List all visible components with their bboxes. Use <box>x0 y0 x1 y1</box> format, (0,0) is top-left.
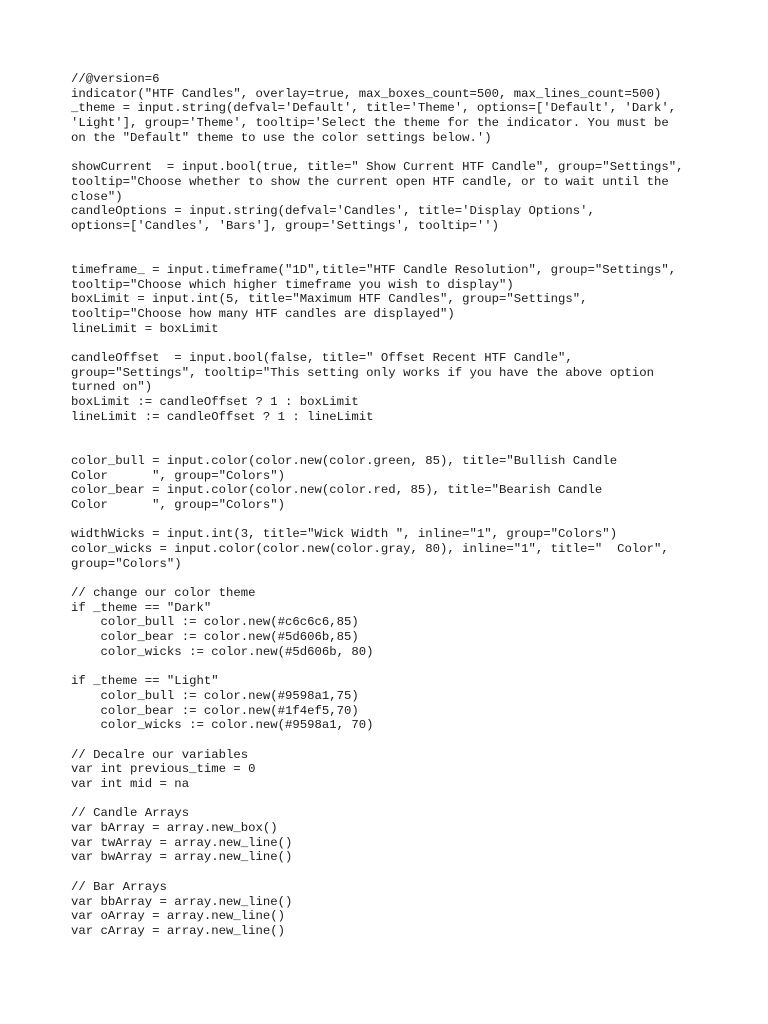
code-line: color_bear := color.new(#1f4ef5,70) <box>71 703 359 718</box>
code-line: options=['Candles', 'Bars'], group='Settings', tooltip='') <box>71 218 500 233</box>
code-line: // Candle Arrays <box>71 806 190 821</box>
code-line: candleOffset = input.bool(false, title=" Offset Recent HTF Candle", <box>71 351 573 366</box>
code-line: var oArray = array.new_line() <box>71 909 286 924</box>
code-line: var bArray = array.new_box() <box>71 821 278 836</box>
blank-line <box>71 425 731 440</box>
code-line: turned on") <box>71 380 153 395</box>
code-line: var bwArray = array.new_line() <box>71 850 293 865</box>
code-line: color_wicks = input.color(color.new(color.gray, 80), inline="1", title=" Color", <box>71 542 669 556</box>
code-line: var bbArray = array.new_line() <box>71 894 293 909</box>
code-listing <box>71 72 731 939</box>
blank-line <box>71 792 731 807</box>
code-line: // Decalre our variables <box>71 747 249 762</box>
code-line: Color ", group="Colors") <box>71 497 286 512</box>
code-line: timeframe_ = input.timeframe("1D",title="HTF Candle Resolution", group="Settings", <box>71 262 677 277</box>
code-line: if _theme == "Dark" <box>71 600 212 615</box>
code-line: on the "Default" theme to use the color settings below.') <box>71 130 492 145</box>
code-line: color_bear = input.color(color.new(color.red, 85), title="Bearish Candle <box>71 483 603 498</box>
code-line: group="Settings", tooltip="This setting only works if you have the above option <box>71 365 654 380</box>
code-line: // change our color theme <box>71 586 256 601</box>
blank-line <box>71 145 731 160</box>
code-line: candleOptions = input.string(defval='Candles', title='Display Options', <box>71 204 595 219</box>
blank-line <box>71 234 731 249</box>
blank-line <box>71 513 731 528</box>
code-line: group="Colors") <box>71 556 182 571</box>
code-line: var int mid = na <box>71 777 190 791</box>
code-line: boxLimit = input.int(5, title="Maximum HTF Candles", group="Settings", <box>71 292 588 307</box>
code-line: color_bull := color.new(#9598a1,75) <box>71 688 359 703</box>
code-line: tooltip="Choose how many HTF candles are displayed") <box>71 307 455 321</box>
blank-line <box>71 865 731 880</box>
code-line: if _theme == "Light" <box>71 674 219 689</box>
code-line: indicator("HTF Candles", overlay=true, max_boxes_count=500, max_lines_count=500) <box>71 86 662 101</box>
code-line: color_wicks := color.new(#5d606b, 80) <box>71 644 374 659</box>
blank-line <box>71 248 731 263</box>
code-line: //@version=6 <box>71 72 160 86</box>
blank-line <box>71 439 731 454</box>
code-line: color_bear := color.new(#5d606b,85) <box>71 630 359 645</box>
code-line: lineLimit = boxLimit <box>71 321 219 336</box>
code-line: var twArray = array.new_line() <box>71 835 293 850</box>
code-line: // Bar Arrays <box>71 879 167 894</box>
code-line: _theme = input.string(defval='Default', title='Theme', options=['Default', 'Dark', <box>71 101 677 116</box>
code-line: var int previous_time = 0 <box>71 762 256 777</box>
blank-line <box>71 660 731 675</box>
code-line: widthWicks = input.int(3, title="Wick Width ", inline="1", group="Colors") <box>71 527 618 542</box>
blank-line <box>71 336 731 351</box>
blank-line <box>71 571 731 586</box>
code-line: tooltip="Choose which higher timeframe you wish to display") <box>71 277 514 292</box>
code-line: color_bull = input.color(color.new(color.green, 85), title="Bullish Candle <box>71 453 618 468</box>
code-line: lineLimit := candleOffset ? 1 : lineLimit <box>71 409 374 424</box>
code-line: color_wicks := color.new(#9598a1, 70) <box>71 718 374 733</box>
code-line: close") <box>71 189 123 204</box>
code-line: var cArray = array.new_line() <box>71 923 286 938</box>
code-line: showCurrent = input.bool(true, title=" Show Current HTF Candle", group="Settings", <box>71 160 684 175</box>
blank-line <box>71 733 731 748</box>
code-line: tooltip="Choose whether to show the current open HTF candle, or to wait until the <box>71 174 669 189</box>
code-line: boxLimit := candleOffset ? 1 : boxLimit <box>71 395 359 410</box>
code-line: color_bull := color.new(#c6c6c6,85) <box>71 615 359 630</box>
code-line: 'Light'], group='Theme', tooltip='Select the theme for the indicator. You must be <box>71 116 669 131</box>
code-line: Color ", group="Colors") <box>71 468 286 483</box>
